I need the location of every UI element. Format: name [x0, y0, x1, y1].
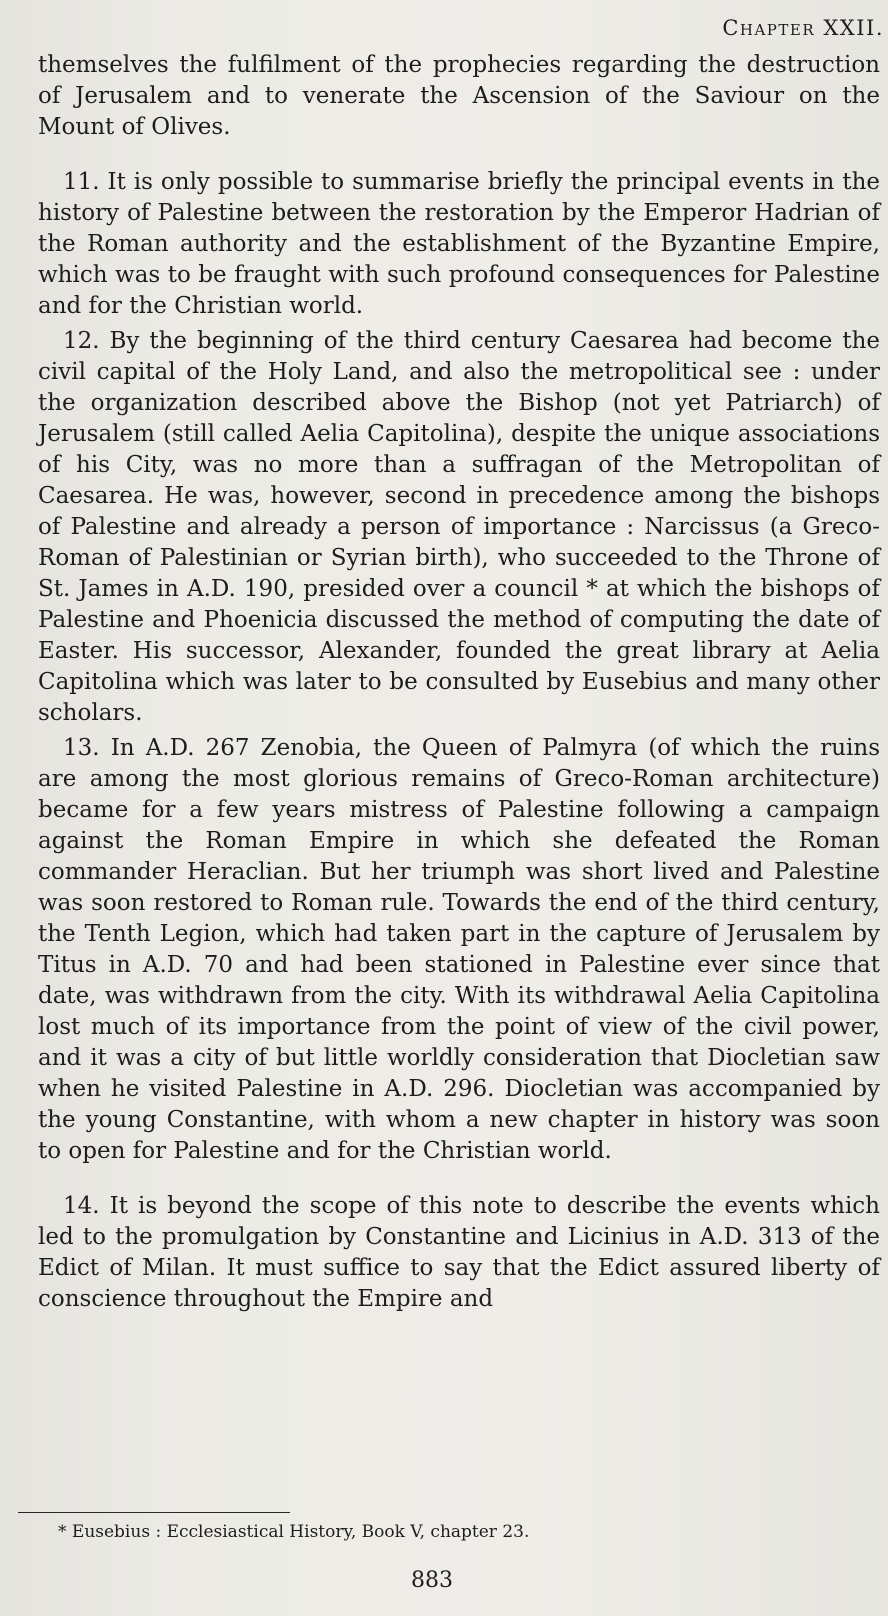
paragraph-13: 13. In A.D. 267 Zenobia, the Queen of Palmyra (of which the ruins are among the most glorious remains of Greco-Roman architecture) became for a few years mistress of Palestine following a campaign against the Roman Empire in which she defeated the Roman commander Heraclian. But her triumph was short lived and Palestine was soon restored to Roman rule. Towards the end of the third century, the Tenth Legion, which had taken part in the capture of Jerusalem by Titus in A.D. 70 and had been stationed in Palestine ever since that date, was withdrawn from the city. With its withdrawal Aelia Capitolina lost much of its importance from the point of view of the civil power, and it was a city of but little worldly consideration that Diocletian saw when he visited Palestine in A.D. 296. Diocletian was accompanied by the young Constantine, with whom a new chapter in history was soon to open for Palestine and for the Christian world.: [38, 735, 880, 1164]
paragraph-continuation: themselves the fulfilment of the prophecies regarding the destruction of Jerusalem and to venerate the Ascension of the Saviour on the Mount of Olives.: [38, 52, 880, 140]
paragraph-11: 11. It is only possible to summarise briefly the principal events in the history of Palestine between the restoration by the Emperor Hadrian of the Roman authority and the establishment of the Byzantine Empire, which was to be fraught with such profound consequences for Palestine and for the Christian world.: [38, 169, 880, 319]
footnote-rule: [18, 1512, 290, 1513]
footnote: * Eusebius : Ecclesiastical History, Book V, chapter 23.: [58, 1522, 530, 1542]
body-text: [38, 50, 880, 1315]
paragraph-12: 12. By the beginning of the third century Caesarea had become the civil capital of the Holy Land, and also the metropolitical see : under the organization described above the Bishop (not yet Patriarch) of Jerusalem (still called Aelia Capitolina), despite the unique associations of his City, was no more than a suffragan of the Metropolitan of Caesarea. He was, however, second in precedence among the bishops of Palestine and already a person of importance : Narcissus (a Greco-Roman of Palestinian or Syrian birth), who succeeded to the Throne of St. James in A.D. 190, presided over a council * at which the bishops of Palestine and Phoenicia discussed the method of computing the date of Easter. His successor, Alexander, founded the great library at Aelia Capitolina which was later to be consulted by Eusebius and many other scholars.: [38, 328, 880, 726]
running-head: Chapter XXII.: [722, 16, 884, 40]
page-number: 883: [411, 1568, 453, 1593]
paragraph-14: 14. It is beyond the scope of this note to describe the events which led to the promulgation by Constantine and Licinius in A.D. 313 of the Edict of Milan. It must suffice to say that the Edict assured liberty of conscience throughout the Empire and: [38, 1193, 880, 1312]
